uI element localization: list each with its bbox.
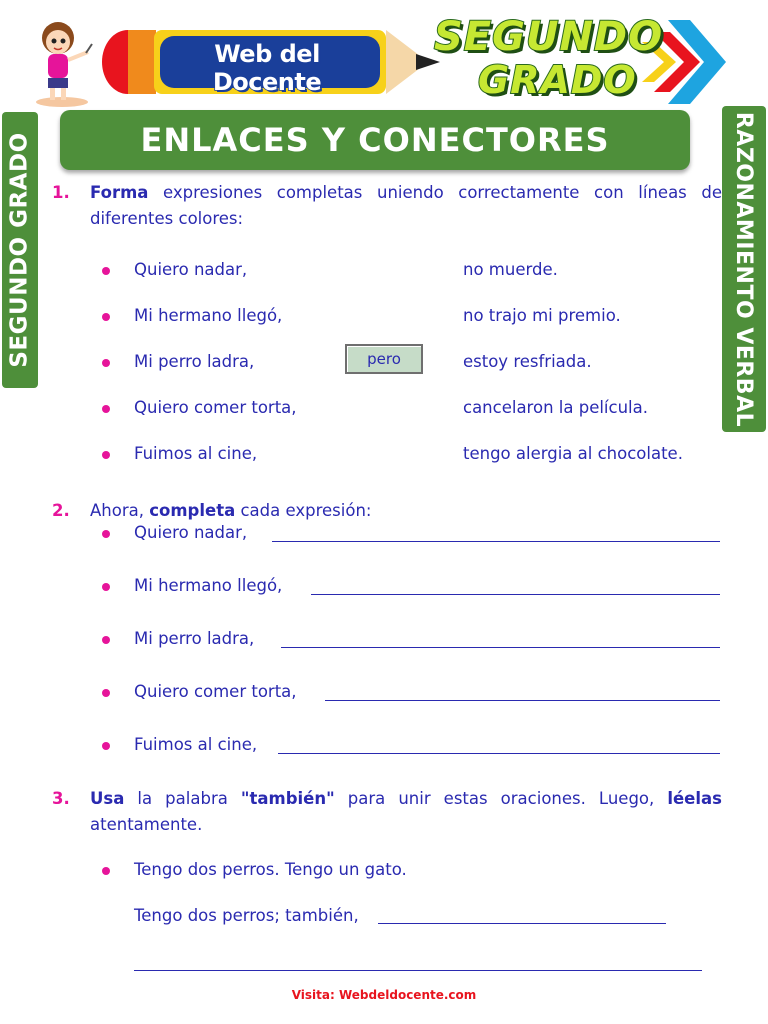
question-2-pre: Ahora, (90, 501, 150, 520)
bullet-icon (102, 530, 110, 538)
question-1-text (90, 180, 722, 232)
question-2 (52, 498, 722, 524)
answer-line[interactable] (134, 970, 702, 971)
bullet-icon (102, 451, 110, 459)
bullet-icon (102, 867, 110, 875)
bullet-icon (102, 267, 110, 275)
question-number: 1. (52, 183, 70, 202)
bullet-icon (102, 742, 110, 750)
question-3-text2: para unir estas oraciones. Luego, (334, 789, 668, 808)
complete-item-label: Mi perro ladra, (134, 629, 255, 648)
question-1-lead: Forma (90, 183, 149, 202)
question-3-word2: "también" (240, 789, 335, 808)
side-tab-subject (722, 106, 766, 432)
question-3-word1: Usa (90, 789, 125, 808)
question-3-word3: léelas (667, 789, 722, 808)
match-right-item: estoy resfriada. (463, 352, 592, 371)
answer-prompt: Tengo dos perros; también, (134, 906, 359, 925)
match-left-item: Fuimos al cine, (134, 444, 258, 463)
match-right-item: tengo alergia al chocolate. (463, 444, 683, 463)
question-1-body: expresiones completas uniendo correctamente con líneas de diferentes colores: (90, 183, 722, 228)
answer-line[interactable] (378, 923, 666, 924)
bullet-icon (102, 359, 110, 367)
title-bar (60, 110, 690, 170)
match-left-item: Mi hermano llegó, (134, 306, 283, 325)
answer-line[interactable] (278, 753, 720, 754)
question-3-text3: atentamente. (90, 815, 203, 834)
teacher-mascot-icon (30, 16, 94, 108)
match-right-item: no trajo mi premio. (463, 306, 621, 325)
grade-logo-line2: GRADO (478, 58, 637, 102)
answer-line[interactable] (311, 594, 720, 595)
bullet-icon (102, 583, 110, 591)
match-left-item: Mi perro ladra, (134, 352, 255, 371)
brand-name: Web del Docente (212, 40, 322, 96)
bullet-icon (102, 689, 110, 697)
match-right-item: cancelaron la película. (463, 398, 648, 417)
answer-line[interactable] (325, 700, 720, 701)
complete-item-label: Mi hermano llegó, (134, 576, 283, 595)
question-1 (52, 180, 722, 234)
match-right-item: no muerde. (463, 260, 558, 279)
complete-item-label: Quiero comer torta, (134, 682, 297, 701)
bullet-icon (102, 313, 110, 321)
question-3-text1: la palabra (124, 789, 241, 808)
question-2-post: cada expresión: (235, 501, 372, 520)
side-tab-grade (2, 112, 38, 388)
question-number: 2. (52, 501, 70, 520)
complete-item-label: Quiero nadar, (134, 523, 248, 542)
footer-link[interactable]: Visita: Webdeldocente.com (291, 988, 477, 1002)
answer-line[interactable] (281, 647, 720, 648)
grade-logo-line1: SEGUNDO (434, 14, 664, 60)
question-3-text (90, 786, 722, 838)
example-sentence: Tengo dos perros. Tengo un gato. (134, 860, 407, 879)
question-number: 3. (52, 789, 70, 808)
question-3 (52, 786, 722, 840)
question-2-text (90, 498, 722, 524)
question-2-bold: completa (149, 501, 236, 520)
page-title: ENLACES Y CONECTORES (140, 121, 610, 159)
complete-item-label: Fuimos al cine, (134, 735, 258, 754)
bullet-icon (102, 636, 110, 644)
bullet-icon (102, 405, 110, 413)
connector-word-box: pero (345, 344, 423, 374)
side-tab-grade-label: SEGUNDO GRADO (7, 132, 34, 368)
answer-line[interactable] (272, 541, 720, 542)
match-left-item: Quiero nadar, (134, 260, 248, 279)
side-tab-subject-label: RAZONAMIENTO VERBAL (731, 111, 757, 427)
match-left-item: Quiero comer torta, (134, 398, 297, 417)
